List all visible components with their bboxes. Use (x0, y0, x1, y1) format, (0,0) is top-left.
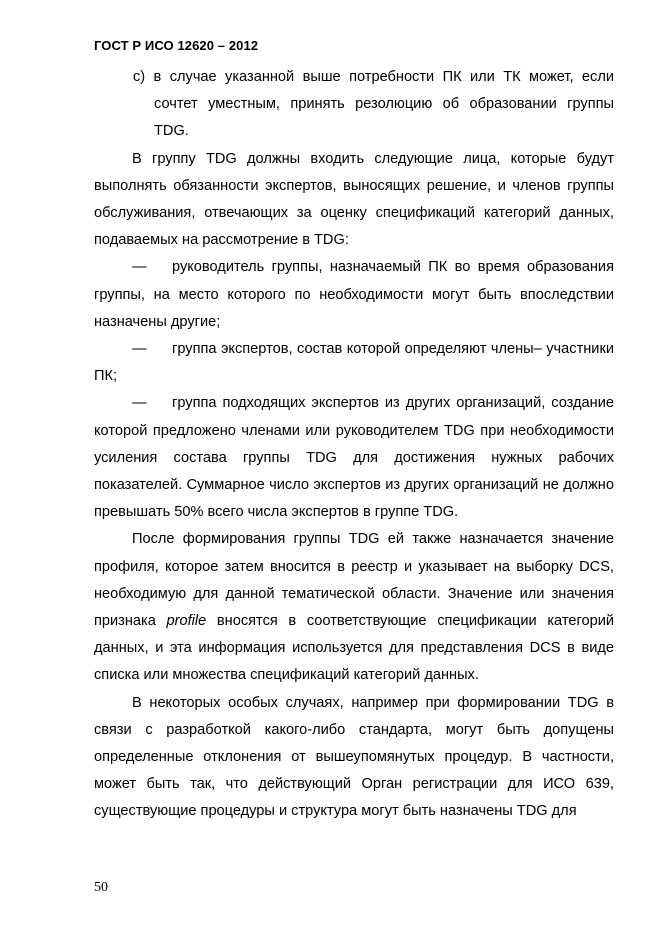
paragraph-text: вносятся в соответствующие спецификации категорий данных, и эта информация используется для представления DCS в виде списка или множества спецификаций категорий данных. (94, 613, 614, 684)
dash-marker: — (132, 341, 147, 358)
document-header: ГОСТ Р ИСО 12620 – 2012 (94, 38, 259, 53)
dash-item-external-experts (94, 390, 614, 526)
list-item-c: c) в случае указанной выше потребности ПК или ТК может, если сочтет уместным, принять резолюцию об образовании группы TDG. (133, 69, 614, 140)
paragraph-special-cases: В некоторых особых случаях, например при формировании TDG в связи с разработкой какого-либо стандарта, могут быть допущены определенные отклонения от вышеупомянутых процедур. В частности, может быть так, что действующий Орган регистрации для ИСО 639, существующие процедуры и структура могут быть назначены TDG для (94, 694, 614, 820)
dash-marker: — (132, 395, 147, 412)
dash-item-text: руководитель группы, назначаемый ПК во время образования группы, на место которого по необходимости могут быть впоследствии назначены другие; (94, 259, 614, 330)
dash-item-text: группа экспертов, состав которой определяют члены– участники ПК; (94, 341, 614, 385)
page-body (94, 64, 614, 826)
paragraph-tdg-members: В группу TDG должны входить следующие лица, которые будут выполнять обязанности экспертов, выносящих решение, и членов группы обслуживания, отвечающих за оценку спецификаций категорий данных, подаваемых на рассмотрение в TDG: (94, 150, 614, 249)
dash-item-text: группа подходящих экспертов из других организаций, создание которой предложено членами или руководителем TDG при необходимости усиления состава группы TDG для достижения нужных рабочих показателей. Суммарное число экспертов из других организаций не должно превышать 50% всего числа экспертов в группе TDG. (94, 395, 614, 521)
dash-item-experts (94, 336, 614, 390)
paragraph-text: После формирования группы TDG ей также назначается значение профиля, которое затем вносится в реестр и указывает на выборку DCS, необходимую для данной тематической области. Значение или значения признака (94, 531, 614, 630)
dash-marker: — (132, 259, 147, 276)
page-number: 50 (94, 880, 108, 895)
profile-term: profile (166, 613, 207, 630)
paragraph-profile (94, 526, 614, 689)
dash-item-leader (94, 254, 614, 336)
